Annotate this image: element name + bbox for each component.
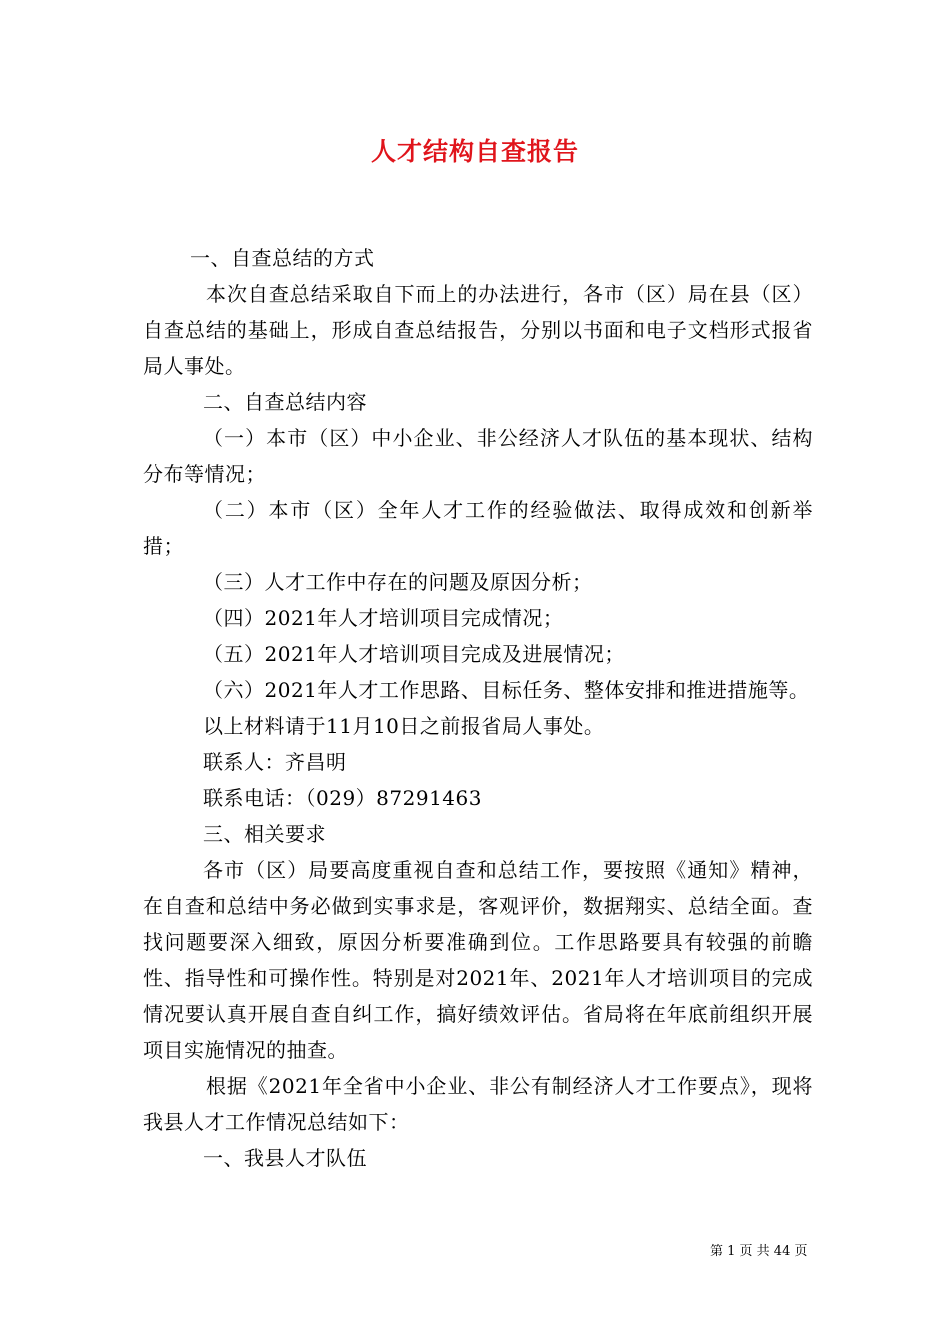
paragraph-requirements: 各市（区）局要高度重视自查和总结工作，要按照《通知》精神，在自查和总结中务必做到实事求是，客观评价，数据翔实、总结全面。查找问题要深入细致，原因分析要准确到位。工作思路要具有较强的前瞻性、指导性和可操作性。特别是对2021年、2021年人才培训项目的完成情况要认真开展自查自纠工作，搞好绩效评估。省局将在年底前组织开展项目实施情况的抽查。 (143, 858, 813, 1062)
list-item-6: （六）2021年人才工作思路、目标任务、整体安排和推进措施等。 (203, 678, 810, 702)
section-heading-talent-team: 一、我县人才队伍 (203, 1146, 367, 1170)
contact-person: 联系人：齐昌明 (203, 750, 347, 774)
document-body (143, 240, 813, 1176)
section-heading-method: 一、自查总结的方式 (190, 246, 375, 270)
section-heading-content: 二、自查总结内容 (203, 390, 367, 414)
paragraph-deadline: 以上材料请于11月10日之前报省局人事处。 (203, 714, 605, 738)
list-item-2: （二）本市（区）全年人才工作的经验做法、取得成效和创新举措； (143, 498, 813, 558)
page-number-footer: 第 1 页 共 44 页 (710, 1244, 808, 1259)
contact-phone: 联系电话：（029）87291463 (203, 786, 482, 810)
list-item-4: （四）2021年人才培训项目完成情况； (203, 606, 564, 630)
list-item-5: （五）2021年人才培训项目完成及进展情况； (203, 642, 625, 666)
list-item-3: （三）人才工作中存在的问题及原因分析； (203, 570, 593, 594)
document-title: 人才结构自查报告 (370, 137, 579, 166)
list-item-1: （一）本市（区）中小企业、非公经济人才队伍的基本现状、结构分布等情况； (143, 426, 813, 486)
section-heading-requirements: 三、相关要求 (203, 822, 326, 846)
paragraph-method: 本次自查总结采取自下而上的办法进行，各市（区）局在县（区）自查总结的基础上，形成自查总结报告，分别以书面和电子文档形式报省局人事处。 (143, 282, 813, 378)
paragraph-summary-intro: 根据《2021年全省中小企业、非公有制经济人才工作要点》，现将我县人才工作情况总结如下： (143, 1074, 813, 1134)
